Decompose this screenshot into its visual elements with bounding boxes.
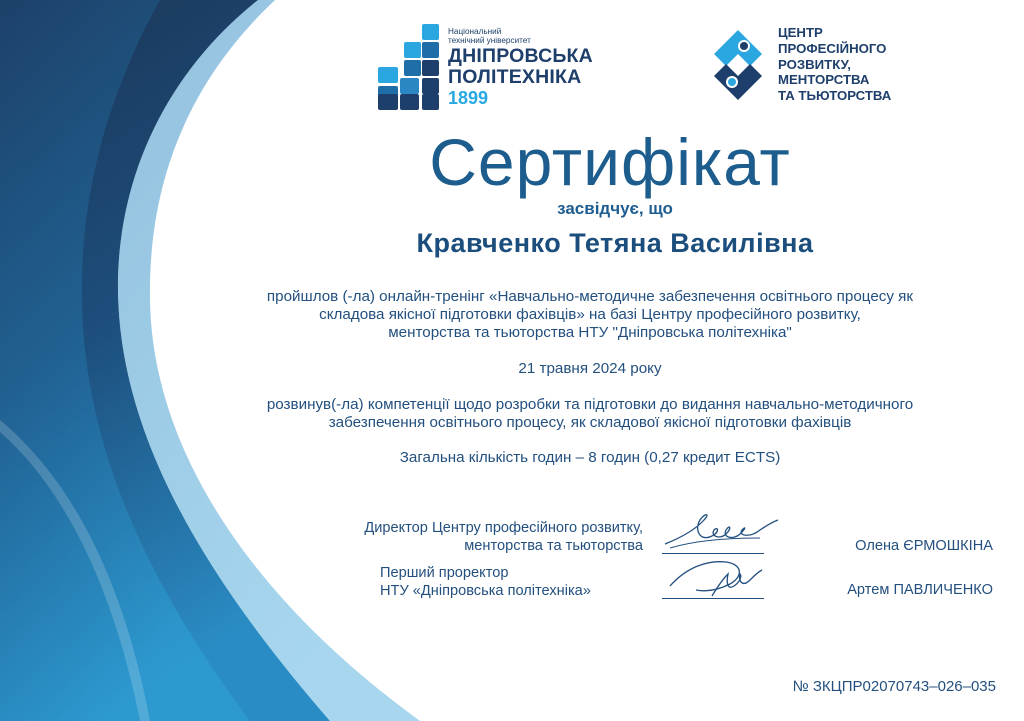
training-line2: складова якісної підготовки фахівців» на базі Центру професійного розвитку, (319, 306, 861, 323)
center-name: ЦЕНТР ПРОФЕСІЙНОГО РОЗВИТКУ, МЕНТОРСТВА ТА ТЬЮТОРСТВА (778, 25, 892, 104)
signature-1-line (662, 553, 764, 554)
competencies-line2: забезпечення освітнього процесу, як складової якісної підготовки фахівців (328, 414, 852, 431)
training-line1: пройшлов (-ла) онлайн-тренінг «Навчально-методичне забезпечення освітнього процесу як (266, 288, 914, 305)
university-name-line2: ПОЛІТЕХНІКА (448, 66, 582, 88)
training-line3: менторства та тьюторства НТУ "Дніпровська політехніка" (388, 324, 792, 341)
university-small-caption (448, 27, 531, 45)
registration-number: № ЗКЦПР02070743–026–035 (792, 678, 996, 695)
university-caption-line2: технічний університет (448, 36, 531, 45)
signature-2-image (666, 556, 766, 602)
training-date: 21 травня 2024 року (518, 360, 662, 377)
signature-2-line (662, 598, 764, 599)
signatory-2-role-line1: Перший проректор (380, 565, 509, 581)
signatory-1-role-line2: менторства та тьюторства (464, 538, 643, 554)
certificate-subtitle: засвідчує, що (557, 199, 673, 218)
university-name-line1: ДНІПРОВСЬКА (448, 45, 593, 67)
university-logo-grid-icon (378, 24, 440, 110)
signatory-1-role (300, 519, 643, 555)
center-logo-mark-icon (704, 24, 770, 106)
competencies-line1: розвинув(-ла) компетенції щодо розробки та підготовки до видання навчально-методичного (266, 396, 914, 413)
university-name (448, 46, 593, 88)
center-logo (704, 24, 914, 110)
university-caption-line1: Національний (448, 27, 502, 36)
training-description (190, 288, 990, 342)
signatory-1-name: Олена ЄРМОШКІНА (855, 538, 993, 554)
signatory-2-role (380, 564, 643, 600)
signatory-2-name: Артем ПАВЛИЧЕНКО (847, 582, 993, 598)
signatory-2-role-line2: НТУ «Дніпровська політехніка» (380, 583, 591, 599)
competencies-description (190, 396, 990, 432)
university-logo (378, 24, 608, 110)
certificate-title: Сертифікат (429, 125, 791, 199)
signatory-1-role-line1: Директор Центру професійного розвитку, (364, 520, 643, 536)
signature-1-image (660, 508, 780, 558)
total-hours: Загальна кількість годин – 8 годин (0,27 кредит ECTS) (399, 449, 781, 466)
university-year: 1899 (448, 88, 489, 108)
recipient-name: Кравченко Тетяна Василівна (416, 228, 814, 258)
